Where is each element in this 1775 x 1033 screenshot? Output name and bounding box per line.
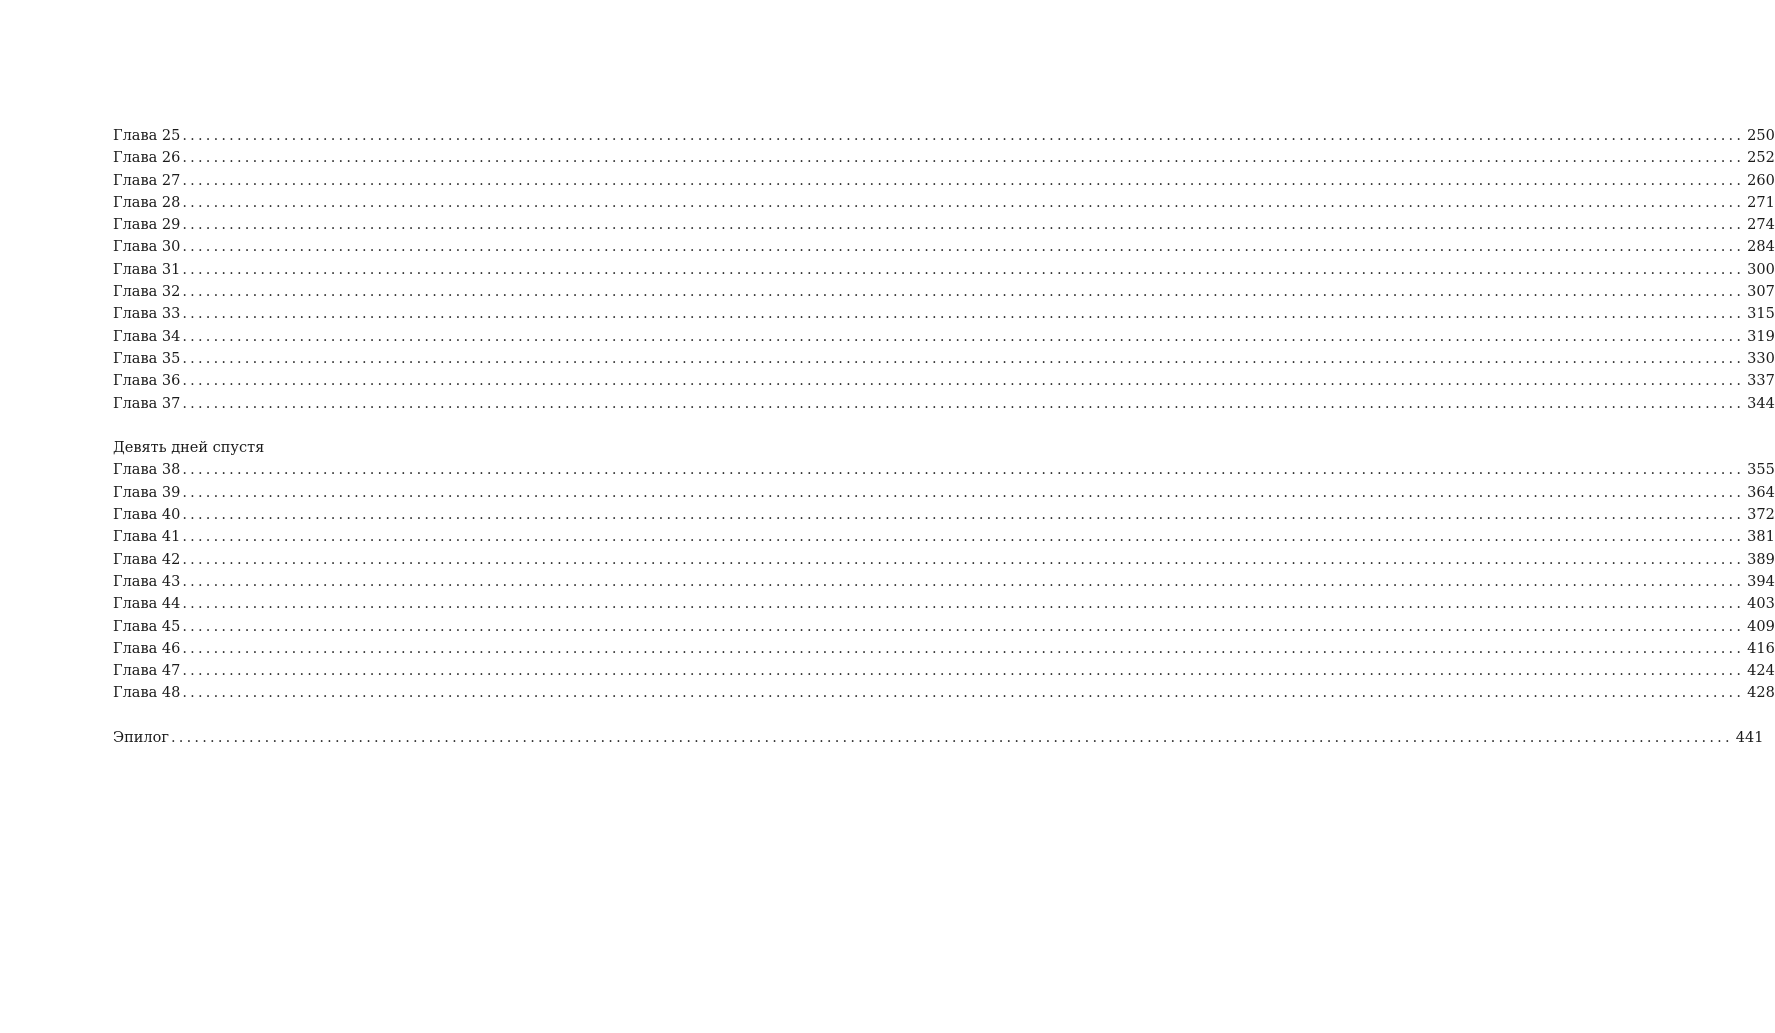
toc-entry-title: Глава 26 bbox=[113, 150, 181, 167]
toc-entry-page: 274 bbox=[1747, 217, 1775, 234]
toc-entry-title: Глава 39 bbox=[113, 484, 181, 501]
toc-entry[interactable] bbox=[113, 682, 1775, 704]
table-of-contents bbox=[113, 125, 1775, 749]
toc-entry-page: 372 bbox=[1747, 507, 1775, 524]
toc-entry-page: 284 bbox=[1747, 239, 1775, 256]
toc-leader-dots: ........................................................................................................................................................................................................ bbox=[170, 730, 1733, 747]
toc-leader-dots: ........................................................................................................................................................................................................ bbox=[182, 529, 1745, 546]
toc-entry-title: Глава 48 bbox=[113, 685, 181, 702]
toc-entry-title: Глава 42 bbox=[113, 551, 181, 568]
toc-entry[interactable] bbox=[113, 303, 1775, 325]
toc-entry-title: Эпилог bbox=[113, 730, 169, 747]
toc-entry-page: 355 bbox=[1747, 462, 1775, 479]
toc-entry[interactable] bbox=[113, 192, 1775, 214]
toc-entry[interactable] bbox=[113, 259, 1775, 281]
section-gap bbox=[113, 705, 616, 727]
toc-entry-page: 389 bbox=[1747, 551, 1775, 568]
toc-leader-dots: ........................................................................................................................................................................................................ bbox=[182, 573, 1745, 590]
toc-entry[interactable] bbox=[113, 370, 1775, 392]
toc-entry[interactable] bbox=[113, 571, 1775, 593]
toc-leader-dots: ........................................................................................................................................................................................................ bbox=[182, 618, 1745, 635]
toc-entry[interactable] bbox=[113, 236, 1775, 258]
toc-entry-title: Глава 44 bbox=[113, 596, 181, 613]
toc-entry[interactable] bbox=[113, 214, 1775, 236]
toc-entry-page: 381 bbox=[1747, 529, 1775, 546]
toc-entry-title: Глава 28 bbox=[113, 194, 181, 211]
toc-entry-title: Глава 27 bbox=[113, 172, 181, 189]
section-heading: Девять дней спустя bbox=[113, 440, 265, 457]
toc-entry-page: 394 bbox=[1747, 573, 1775, 590]
toc-leader-dots: ........................................................................................................................................................................................................ bbox=[182, 217, 1745, 234]
toc-entry-page: 403 bbox=[1747, 596, 1775, 613]
toc-entry[interactable] bbox=[113, 393, 1775, 415]
toc-entry-title: Глава 41 bbox=[113, 529, 181, 546]
toc-entry-title: Глава 46 bbox=[113, 640, 181, 657]
toc-entry[interactable] bbox=[113, 125, 1775, 147]
toc-leader-dots: ........................................................................................................................................................................................................ bbox=[182, 261, 1745, 278]
toc-entry[interactable] bbox=[113, 281, 1775, 303]
toc-entry-title: Глава 25 bbox=[113, 128, 181, 144]
toc-leader-dots: ........................................................................................................................................................................................................ bbox=[182, 462, 1745, 479]
toc-entry-title: Глава 34 bbox=[113, 328, 181, 345]
toc-entry-title: Глава 33 bbox=[113, 306, 181, 323]
toc-entry-page: 260 bbox=[1747, 172, 1775, 189]
toc-leader-dots: ........................................................................................................................................................................................................ bbox=[182, 685, 1745, 702]
toc-entry[interactable] bbox=[113, 459, 1775, 481]
toc-entry-page: 250 bbox=[1747, 128, 1775, 144]
toc-entry[interactable] bbox=[113, 326, 1775, 348]
toc-leader-dots: ........................................................................................................................................................................................................ bbox=[182, 373, 1745, 390]
toc-entry-page: 441 bbox=[1735, 730, 1764, 747]
toc-leader-dots: ........................................................................................................................................................................................................ bbox=[182, 306, 1745, 323]
toc-entry-page: 315 bbox=[1747, 306, 1775, 323]
toc-entry-title: Глава 40 bbox=[113, 507, 181, 524]
toc-group-1 bbox=[113, 125, 1775, 415]
toc-leader-dots: ........................................................................................................................................................................................................ bbox=[182, 484, 1745, 501]
toc-entry[interactable] bbox=[113, 660, 1775, 682]
toc-entry-page: 344 bbox=[1747, 395, 1775, 412]
toc-entry[interactable] bbox=[113, 170, 1775, 192]
toc-entry[interactable] bbox=[113, 147, 1775, 169]
toc-leader-dots: ........................................................................................................................................................................................................ bbox=[182, 172, 1745, 189]
toc-entry[interactable] bbox=[113, 504, 1775, 526]
toc-entry-title: Глава 35 bbox=[113, 350, 181, 367]
toc-entry-page: 409 bbox=[1747, 618, 1775, 635]
toc-entry-title: Глава 32 bbox=[113, 284, 181, 301]
toc-leader-dots: ........................................................................................................................................................................................................ bbox=[182, 150, 1745, 167]
toc-leader-dots: ........................................................................................................................................................................................................ bbox=[182, 395, 1745, 412]
toc-leader-dots: ........................................................................................................................................................................................................ bbox=[182, 663, 1745, 680]
toc-entry-title: Глава 38 bbox=[113, 462, 181, 479]
toc-leader-dots: ........................................................................................................................................................................................................ bbox=[182, 350, 1745, 367]
toc-entry-page: 424 bbox=[1747, 663, 1775, 680]
section-gap bbox=[113, 415, 616, 437]
toc-entry-page: 252 bbox=[1747, 150, 1775, 167]
toc-leader-dots: ........................................................................................................................................................................................................ bbox=[182, 640, 1745, 657]
toc-entry-title: Глава 29 bbox=[113, 217, 181, 234]
toc-entry[interactable] bbox=[113, 526, 1775, 548]
toc-leader-dots: ........................................................................................................................................................................................................ bbox=[182, 194, 1745, 211]
toc-entry[interactable] bbox=[113, 638, 1775, 660]
toc-entry-page: 337 bbox=[1747, 373, 1775, 390]
toc-entry-page: 364 bbox=[1747, 484, 1775, 501]
toc-entry-title: Глава 31 bbox=[113, 261, 181, 278]
toc-entry-page: 416 bbox=[1747, 640, 1775, 657]
toc-leader-dots: ........................................................................................................................................................................................................ bbox=[182, 596, 1745, 613]
toc-leader-dots: ........................................................................................................................................................................................................ bbox=[182, 239, 1745, 256]
toc-entry[interactable] bbox=[113, 593, 1775, 615]
toc-entry-epilogue[interactable] bbox=[113, 727, 1764, 749]
toc-entry-title: Глава 37 bbox=[113, 395, 181, 412]
toc-entry[interactable] bbox=[113, 348, 1775, 370]
toc-entry-title: Глава 43 bbox=[113, 573, 181, 590]
toc-entry-page: 319 bbox=[1747, 328, 1775, 345]
toc-entry-page: 271 bbox=[1747, 194, 1775, 211]
toc-group-2 bbox=[113, 459, 1775, 704]
toc-entry[interactable] bbox=[113, 549, 1775, 571]
toc-entry-page: 307 bbox=[1747, 284, 1775, 301]
toc-entry[interactable] bbox=[113, 482, 1775, 504]
toc-entry-page: 300 bbox=[1747, 261, 1775, 278]
toc-leader-dots: ........................................................................................................................................................................................................ bbox=[182, 328, 1745, 345]
toc-entry-page: 428 bbox=[1747, 685, 1775, 702]
toc-entry-title: Глава 36 bbox=[113, 373, 181, 390]
toc-leader-dots: ........................................................................................................................................................................................................ bbox=[182, 128, 1745, 144]
toc-leader-dots: ........................................................................................................................................................................................................ bbox=[182, 284, 1745, 301]
toc-entry-title: Глава 45 bbox=[113, 618, 181, 635]
toc-leader-dots: ........................................................................................................................................................................................................ bbox=[182, 507, 1745, 524]
toc-entry[interactable] bbox=[113, 616, 1775, 638]
toc-leader-dots: ........................................................................................................................................................................................................ bbox=[182, 551, 1745, 568]
toc-entry-page: 330 bbox=[1747, 350, 1775, 367]
toc-entry-title: Глава 47 bbox=[113, 663, 181, 680]
toc-entry-title: Глава 30 bbox=[113, 239, 181, 256]
